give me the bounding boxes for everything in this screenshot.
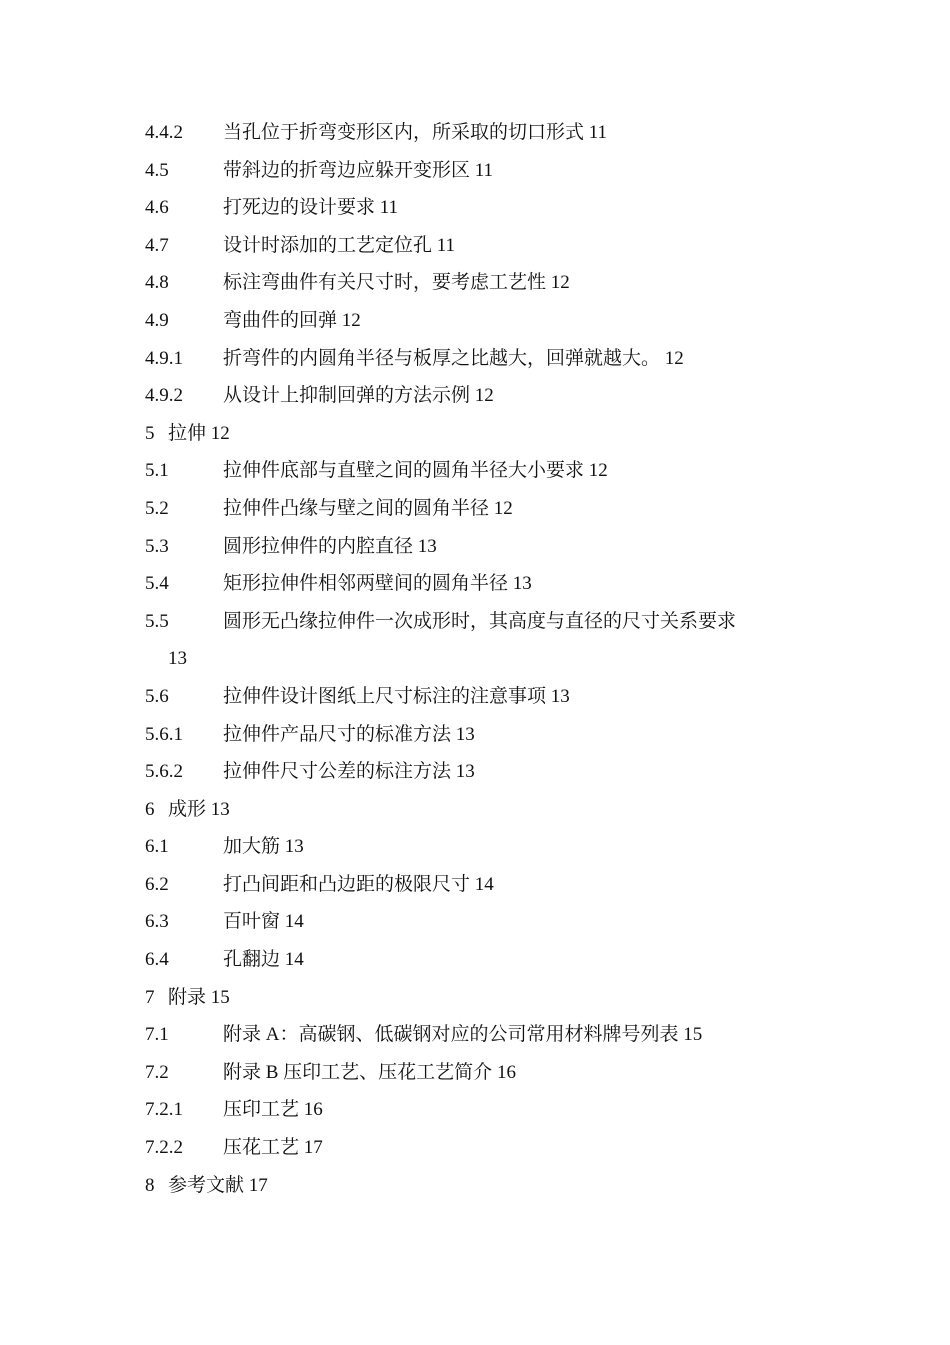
toc-entry-title: 加大筋 bbox=[223, 836, 281, 858]
toc-entry-page: 12 bbox=[474, 385, 494, 407]
toc-entry[interactable] bbox=[145, 377, 805, 415]
toc-entry-page: 13 bbox=[512, 573, 532, 595]
toc-entry-number: 4.6 bbox=[145, 197, 169, 219]
toc-entry-page: 15 bbox=[683, 1024, 703, 1046]
toc-chapter-page: 13 bbox=[210, 798, 230, 820]
toc-entry-number: 5.6.2 bbox=[145, 761, 183, 783]
toc-chapter-number: 5 bbox=[145, 422, 155, 444]
toc-entry-page: 12 bbox=[341, 309, 361, 331]
toc-entry-title: 设计时添加的工艺定位孔 bbox=[223, 234, 433, 256]
toc-entry[interactable] bbox=[145, 866, 805, 904]
toc-entry-number: 4.5 bbox=[145, 159, 169, 181]
toc-entry-page: 11 bbox=[436, 234, 456, 256]
toc-entry[interactable] bbox=[145, 227, 805, 265]
toc-chapter-number: 8 bbox=[145, 1174, 155, 1196]
toc-entry-page: 11 bbox=[379, 197, 399, 219]
toc-chapter-page: 15 bbox=[210, 986, 230, 1008]
toc-entry[interactable] bbox=[145, 302, 805, 340]
toc-entry-page: 11 bbox=[588, 122, 608, 143]
table-of-contents bbox=[145, 114, 805, 1204]
toc-entry-title: 附录 B 压印工艺、压花工艺简介 bbox=[223, 1061, 493, 1083]
toc-entry-number: 5.6 bbox=[145, 685, 169, 707]
toc-entry-page: 12 bbox=[588, 460, 608, 482]
toc-entry-page: 12 bbox=[664, 347, 684, 369]
toc-entry-title: 拉伸件产品尺寸的标准方法 bbox=[223, 723, 452, 745]
toc-entry-page: 17 bbox=[303, 1137, 323, 1159]
toc-chapter-title: 附录 bbox=[168, 986, 207, 1008]
toc-entry-number: 4.7 bbox=[145, 234, 169, 256]
toc-entry[interactable] bbox=[145, 828, 805, 866]
toc-entry-page: 14 bbox=[474, 873, 494, 895]
toc-entry-title: 百叶窗 bbox=[223, 911, 281, 933]
toc-entry[interactable] bbox=[145, 941, 805, 979]
toc-entry-title: 从设计上抑制回弹的方法示例 bbox=[223, 385, 471, 407]
toc-entry-number: 5.6.1 bbox=[145, 723, 183, 745]
toc-entry-page: 13 bbox=[455, 761, 475, 783]
toc-entry[interactable] bbox=[145, 903, 805, 941]
toc-chapter-page: 12 bbox=[210, 422, 230, 444]
toc-entry[interactable] bbox=[145, 678, 805, 716]
toc-entry[interactable] bbox=[145, 452, 805, 490]
toc-chapter-number: 6 bbox=[145, 798, 155, 820]
toc-entry-number: 4.9 bbox=[145, 309, 169, 331]
toc-entry-page: 16 bbox=[303, 1099, 323, 1121]
toc-entry-number: 7.1 bbox=[145, 1024, 169, 1046]
toc-entry-number: 4.4.2 bbox=[145, 122, 183, 143]
toc-entry-title: 拉伸件底部与直壁之间的圆角半径大小要求 bbox=[223, 460, 585, 482]
toc-entry[interactable] bbox=[145, 1129, 805, 1167]
toc-entry-number: 6.2 bbox=[145, 873, 169, 895]
toc-entry[interactable] bbox=[145, 152, 805, 190]
toc-entry[interactable] bbox=[145, 264, 805, 302]
toc-entry-page: 11 bbox=[474, 159, 494, 181]
toc-chapter-number: 7 bbox=[145, 986, 155, 1008]
toc-entry-page: 13 bbox=[417, 535, 437, 557]
toc-chapter-title: 成形 bbox=[168, 798, 207, 820]
toc-entry-number: 6.1 bbox=[145, 836, 169, 858]
toc-entry-title: 折弯件的内圆角半径与板厚之比越大，回弹就越大。 bbox=[223, 347, 661, 369]
toc-entry-title: 矩形拉伸件相邻两壁间的圆角半径 bbox=[223, 573, 509, 595]
toc-entry-title: 打死边的设计要求 bbox=[223, 197, 376, 219]
toc-entry-title: 压花工艺 bbox=[223, 1137, 300, 1159]
toc-entry[interactable] bbox=[145, 753, 805, 791]
toc-entry-number: 4.8 bbox=[145, 272, 169, 294]
toc-entry-title: 标注弯曲件有关尺寸时，要考虑工艺性 bbox=[223, 272, 547, 294]
toc-entry-title: 拉伸件设计图纸上尺寸标注的注意事项 bbox=[223, 685, 547, 707]
toc-entry[interactable] bbox=[145, 528, 805, 566]
toc-chapter[interactable] bbox=[145, 979, 805, 1017]
toc-entry-number: 7.2 bbox=[145, 1061, 169, 1083]
toc-entry-number: 6.3 bbox=[145, 911, 169, 933]
toc-entry-title: 打凸间距和凸边距的极限尺寸 bbox=[223, 873, 471, 895]
toc-entry-number: 5.4 bbox=[145, 573, 169, 595]
toc-entry-page: 14 bbox=[284, 911, 304, 933]
toc-entry[interactable] bbox=[145, 565, 805, 603]
toc-entry-title: 附录 A：高碳钢、低碳钢对应的公司常用材料牌号列表 bbox=[223, 1024, 679, 1046]
toc-entry-title: 压印工艺 bbox=[223, 1099, 300, 1121]
toc-entry[interactable] bbox=[145, 716, 805, 754]
toc-chapter-title: 拉伸 bbox=[168, 422, 207, 444]
toc-entry-title: 圆形拉伸件的内腔直径 bbox=[223, 535, 414, 557]
toc-chapter[interactable] bbox=[145, 415, 805, 453]
toc-entry-title: 带斜边的折弯边应躲开变形区 bbox=[223, 159, 471, 181]
toc-entry-number: 7.2.2 bbox=[145, 1137, 183, 1159]
toc-entry-title: 孔翻边 bbox=[223, 949, 281, 971]
toc-entry-number: 6.4 bbox=[145, 949, 169, 971]
toc-entry[interactable] bbox=[145, 189, 805, 227]
toc-entry[interactable] bbox=[145, 340, 805, 378]
toc-entry-number: 7.2.1 bbox=[145, 1099, 183, 1121]
toc-entry-page: 13 bbox=[455, 723, 475, 745]
toc-entry[interactable] bbox=[145, 1016, 805, 1054]
toc-entry-page: 12 bbox=[493, 497, 513, 519]
toc-chapter-page: 17 bbox=[248, 1174, 268, 1196]
toc-entry-page: 13 bbox=[284, 836, 304, 858]
toc-entry-title: 拉伸件凸缘与壁之间的圆角半径 bbox=[223, 497, 490, 519]
toc-entry-number: 4.9.2 bbox=[145, 385, 183, 407]
toc-entry[interactable] bbox=[145, 603, 805, 678]
toc-entry-number: 5.5 bbox=[145, 610, 169, 632]
toc-entry-page: 12 bbox=[550, 272, 570, 294]
toc-entry[interactable] bbox=[145, 1091, 805, 1129]
toc-entry-title: 弯曲件的回弹 bbox=[223, 309, 338, 331]
toc-chapter[interactable] bbox=[145, 791, 805, 829]
toc-entry-page: 13 bbox=[168, 648, 187, 670]
toc-entry-number: 5.2 bbox=[145, 497, 169, 519]
toc-entry-page: 16 bbox=[496, 1061, 516, 1083]
toc-entry-title: 当孔位于折弯变形区内，所采取的切口形式 bbox=[223, 122, 585, 143]
toc-entry[interactable] bbox=[145, 1054, 805, 1092]
toc-entry-number: 5.3 bbox=[145, 535, 169, 557]
toc-entry-page: 13 bbox=[550, 685, 570, 707]
toc-entry-title: 拉伸件尺寸公差的标注方法 bbox=[223, 761, 452, 783]
toc-entry[interactable] bbox=[145, 490, 805, 528]
toc-entry-number: 4.9.1 bbox=[145, 347, 183, 369]
toc-entry[interactable] bbox=[145, 114, 805, 152]
toc-chapter[interactable] bbox=[145, 1167, 805, 1205]
toc-chapter-title: 参考文献 bbox=[168, 1174, 245, 1196]
toc-entry-number: 5.1 bbox=[145, 460, 169, 482]
toc-entry-page: 14 bbox=[284, 949, 304, 971]
toc-entry-title: 圆形无凸缘拉伸件一次成形时，其高度与直径的尺寸关系要求 bbox=[223, 610, 737, 632]
